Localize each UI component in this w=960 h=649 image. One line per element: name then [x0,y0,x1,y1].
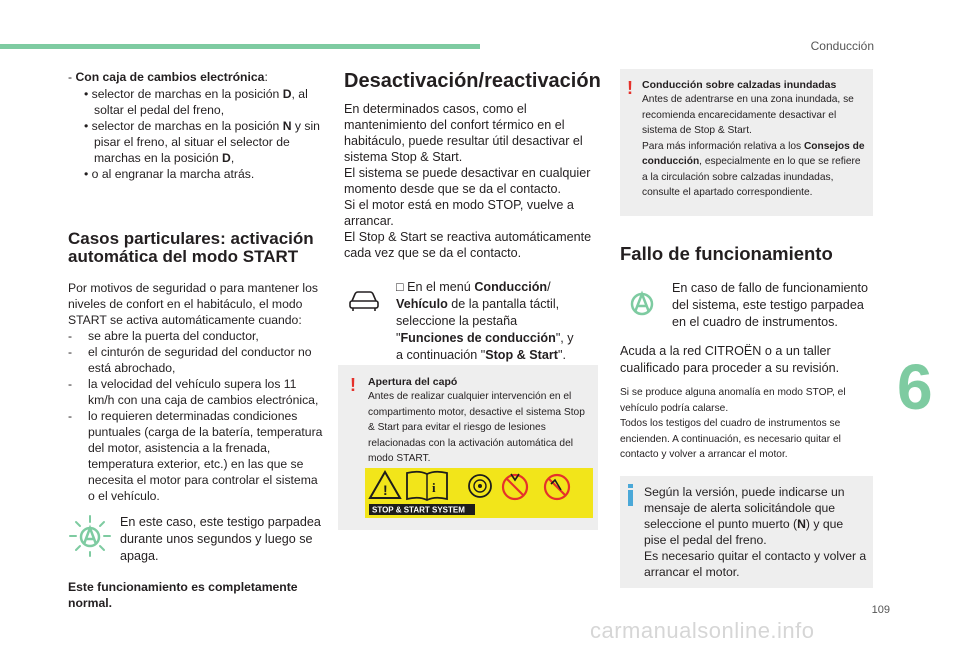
warning-exclamation-icon: ! [350,375,356,395]
info-icon [628,484,633,506]
deactivation-heading: Desactivación/reactivación [344,70,601,92]
column-middle [344,69,600,364]
warning-title: Apertura del capó [368,376,458,388]
witness-description: En este caso, este testigo parpadea durante unos segundos y luego se apaga. [120,515,321,563]
list-item: - la velocidad del vehículo supera los 11 km/h con una caja de cambios electrónica, [68,377,319,407]
list-item: - lo requieren determinadas condiciones puntuales (carga de la batería, temperatura del motor, asistencia a la frenada, temperatura exterior, etc.) en las que se necesita el motor para controlar el sistema o el vehículo. [68,409,323,503]
normal-operation-note: Este funcionamiento es completamente normal. [68,580,298,610]
warning-exclamation-icon: ! [627,78,633,98]
malfunction-witness-row [620,280,874,331]
workshop-advice: Acuda a la red CITROËN o a un taller cualificado para proceder a su revisión. [620,344,840,375]
flooded-roads-title: Conducción sobre calzadas inundadas [642,79,837,91]
bullet-item: • selector de marchas en la posición D, al soltar el pedal del freno, [84,87,308,117]
stop-start-label-illustration [365,468,593,518]
header-accent-bar [0,44,480,49]
watermark: carmanualsonline.info [590,618,815,643]
flooded-roads-advice: Para más información relativa a los Consejos de conducción, especialmente en lo que se refiere a la circulación sobre calzadas inundadas, consulte el apartado correspondiente. [642,140,865,198]
warning-body: Antes de realizar cualquier intervención en el compartimento motor, desactive el sistema Stop & Start para evitar el riesgo de lesiones relacionadas con la activación automática del modo START. [368,391,585,464]
stop-start-fault-icon [620,280,672,324]
special-cases-heading: Casos particulares: activación automática del modo START [68,229,314,266]
car-menu-icon [344,279,394,319]
section-title: Conducción [810,39,874,53]
page-number: 109 [871,604,890,616]
menu-instruction-text: □ En el menú Conducción/ Vehículo de la pantalla táctil, seleccione la pestaña "Funciones de conducción", y a continuación "Stop & Start". [396,280,574,362]
info-restart-text: Es necesario quitar el contacto y volver a arrancar el motor. [644,549,867,579]
list-item: - se abre la puerta del conductor, [68,329,259,343]
column-left [68,69,326,611]
svg-text:i: i [432,480,436,495]
malfunction-description: En caso de fallo de funcionamiento del sistema, este testigo parpadea en el cuadro de instrumentos. [672,281,869,329]
bonnet-warning-box [338,365,598,530]
chapter-number: 6 [897,351,933,423]
flooded-roads-warning-box [620,69,873,216]
list-item: - el cinturón de seguridad del conductor no está abrochado, [68,345,312,375]
menu-instruction [344,279,600,364]
svg-text:!: ! [383,482,388,498]
restart-note: Todos los testigos del cuadro de instrumentos se encienden. A continuación, es necesario quitar el contacto y volver a arrancar el motor. [620,418,841,460]
flooded-roads-body: Antes de adentrarse en una zona inundada, se recomienda encarecidamente desactivar el sistema de Stop & Start. [642,94,854,136]
column-right [620,242,874,463]
witness-lamp-row [68,514,326,565]
deactivation-text: En determinados casos, como el mantenimiento del confort térmico en el habitáculo, puede resultar útil desactivar el sistema Stop & Start. El sistema se puede desactivar en cualquier momento desde que se da el contacto. Si el motor está en modo STOP, vuelve a arrancar. El Stop & Start se reactiva automáticamente cada vez que se da el contacto. [344,102,592,260]
version-info-box [620,476,873,588]
bullet-item: • selector de marchas en la posición N y sin pisar el freno, al situar el selector de marchas en la posición D, [84,119,320,165]
bullet-item: • o al engranar la marcha atrás. [84,167,255,181]
gearbox-heading: - Con caja de cambios electrónica: [68,70,268,84]
special-cases-intro: Por motivos de seguridad o para mantener los niveles de confort en el habitáculo, el modo START se activa automáticamente cuando: [68,281,318,327]
info-text: Según la versión, puede indicarse un mensaje de alerta solicitándole que seleccione el punto muerto (N) y que pise el pedal del freno. [644,485,845,547]
stall-note: Si se produce alguna anomalía en modo STOP, el vehículo podría calarse. [620,387,846,414]
label-caption: STOP & START SYSTEM [372,505,465,515]
malfunction-heading: Fallo de funcionamiento [620,243,833,264]
stop-start-flashing-icon [68,514,112,558]
